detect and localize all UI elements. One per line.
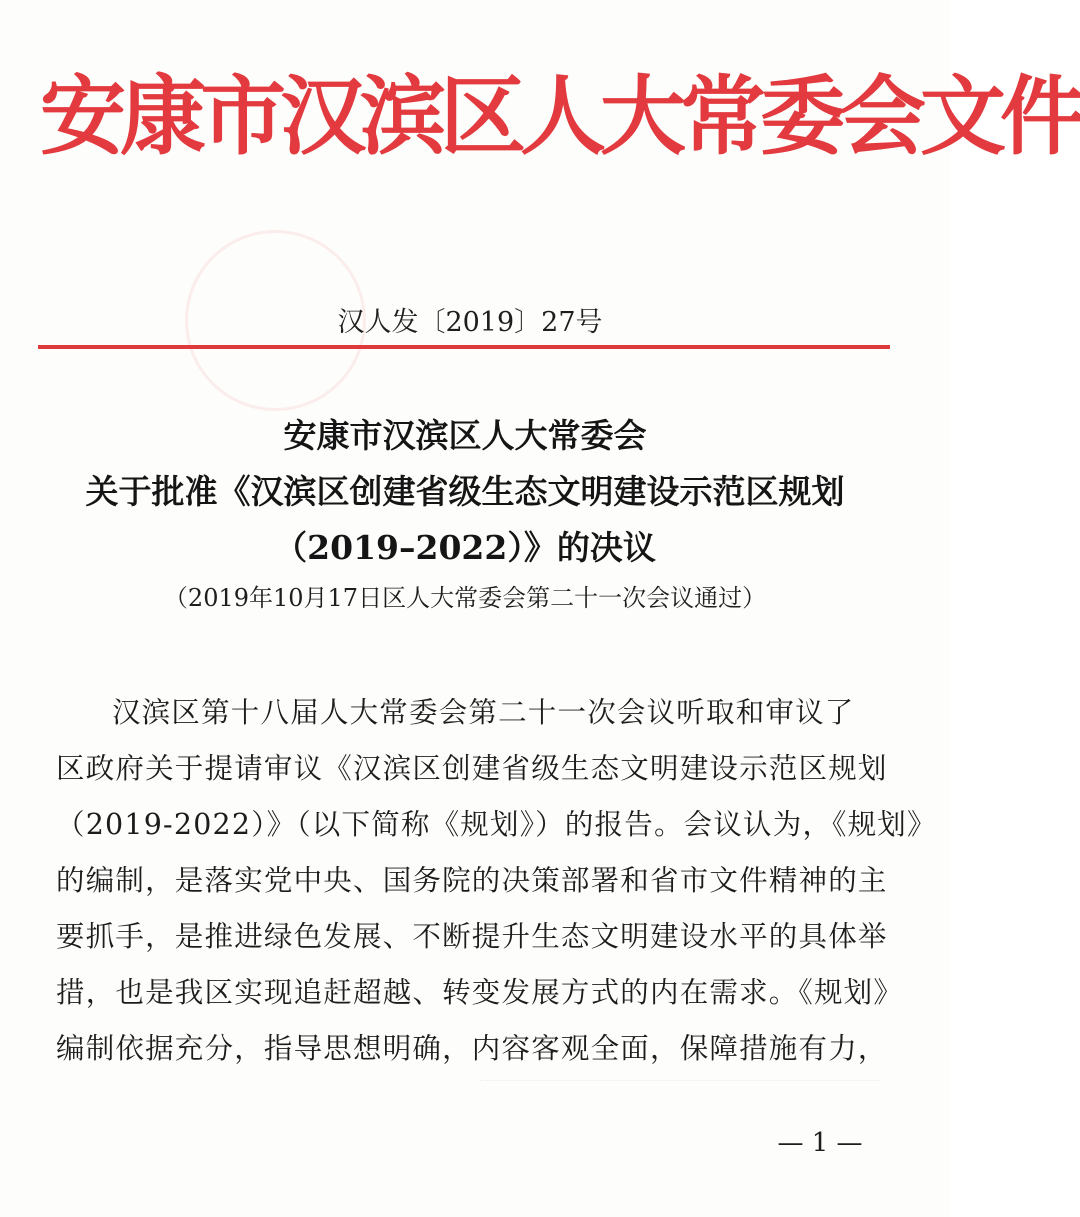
- title-line-3: （2019–2022）》的决议: [274, 528, 656, 567]
- adoption-note: （2019年10月17日区人大常委会第二十一次会议通过）: [163, 584, 767, 612]
- title-line-2: 关于批准《汉滨区创建省级生态文明建设示范区规划: [85, 472, 845, 511]
- scan-artifact: [480, 1080, 880, 1083]
- body-paragraph-line: （2019-2022）》（以下简称《规划》）的报告。会议认为，《规划》: [56, 808, 937, 841]
- document-number: 汉人发〔2019〕27号: [337, 307, 603, 338]
- body-paragraph-line: 的编制，是落实党中央、国务院的决策部署和省市文件精神的主: [56, 864, 888, 897]
- body-paragraph-line: 要抓手，是推进绿色发展、不断提升生态文明建设水平的具体举: [56, 920, 888, 953]
- red-divider-rule: [38, 345, 890, 349]
- body-paragraph-line: 汉滨区第十八届人大常委会第二十一次会议听取和审议了: [112, 696, 855, 729]
- body-paragraph-line: 措，也是我区实现追赶超越、转变发展方式的内在需求。《规划》: [56, 976, 904, 1009]
- document-masthead: 安康市汉滨区人大常委会文件: [40, 66, 1080, 167]
- body-paragraph-line: 编制依据充分，指导思想明确，内容客观全面，保障措施有力，: [56, 1032, 888, 1065]
- page-number: — 1 —: [777, 1128, 863, 1158]
- body-paragraph-line: 区政府关于提请审议《汉滨区创建省级生态文明建设示范区规划: [56, 752, 888, 785]
- title-line-1: 安康市汉滨区人大常委会: [283, 416, 647, 455]
